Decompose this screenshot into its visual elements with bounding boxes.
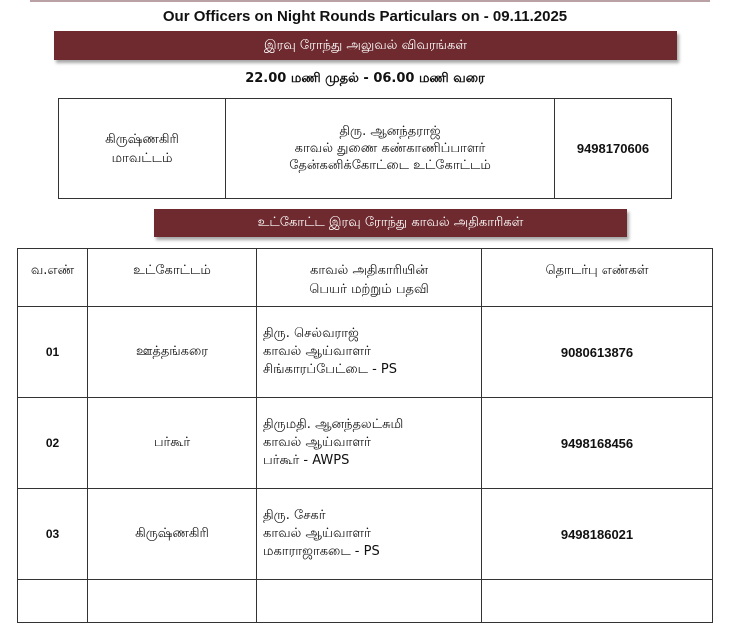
row-subdivision: ஊத்தங்கரை xyxy=(88,307,257,398)
district-officer-rank: காவல் துணை கண்காணிப்பாளர் xyxy=(294,141,486,156)
row-officer xyxy=(257,489,482,580)
row-serial: 01 xyxy=(18,307,88,398)
district-name-line2: மாவட்டம் xyxy=(111,150,173,166)
top-border-line xyxy=(30,0,710,2)
empty-cell xyxy=(18,580,88,623)
row-officer-station: மகாராஜாகடை - PS xyxy=(263,544,380,559)
header-serial: வ.எண் xyxy=(18,249,88,307)
empty-cell xyxy=(88,580,257,623)
row-phone: 9498168456 xyxy=(482,398,713,489)
timing-text: 22.00 மணி முதல் - 06.00 மணி வரை xyxy=(245,71,485,86)
table-row-cut-off xyxy=(18,580,713,623)
header-officer-line2: பெயர் மற்றும் பதவி xyxy=(309,282,429,297)
header-subdivision: உட்கோட்டம் xyxy=(88,249,257,307)
night-rounds-banner: இரவு ரோந்து அலுவல் விவரங்கள் xyxy=(54,31,677,60)
row-phone: 9498186021 xyxy=(482,489,713,580)
district-officer-subdivision: தேன்கனிக்கோட்டை உட்கோட்டம் xyxy=(289,158,491,173)
header-officer-line1: காவல் அதிகாரியின் xyxy=(310,263,428,278)
district-officer-phone: 9498170606 xyxy=(555,99,672,199)
row-officer-name: திரு. செல்வராஜ் xyxy=(263,326,359,341)
table-row xyxy=(18,398,713,489)
empty-cell xyxy=(482,580,713,623)
row-serial: 03 xyxy=(18,489,88,580)
header-contact: தொடர்பு எண்கள் xyxy=(482,249,713,307)
subdivision-officers-banner: உட்கோட்ட இரவு ரோந்து காவல் அதிகாரிகள் xyxy=(154,209,627,237)
row-subdivision: கிருஷ்ணகிரி xyxy=(88,489,257,580)
row-officer-rank: காவல் ஆய்வாளர் xyxy=(263,526,371,541)
row-officer xyxy=(257,307,482,398)
district-officer-table xyxy=(58,98,672,199)
row-officer-name: திருமதி. ஆனந்தலட்சுமி xyxy=(263,417,404,432)
district-name-cell xyxy=(59,99,226,199)
row-serial: 02 xyxy=(18,398,88,489)
empty-cell xyxy=(257,580,482,623)
table-row xyxy=(18,307,713,398)
row-subdivision: பர்கூர் xyxy=(88,398,257,489)
row-officer-name: திரு. சேகர் xyxy=(263,508,326,523)
row-officer-rank: காவல் ஆய்வாளர் xyxy=(263,344,371,359)
row-officer-station: பர்கூர் - AWPS xyxy=(263,453,350,468)
district-officer-cell xyxy=(226,99,555,199)
district-officer-row xyxy=(59,99,672,199)
row-phone: 9080613876 xyxy=(482,307,713,398)
row-officer-rank: காவல் ஆய்வாளர் xyxy=(263,435,371,450)
header-officer xyxy=(257,249,482,307)
page-title: Our Officers on Night Rounds Particulars on - 09.11.2025 xyxy=(162,8,568,25)
district-officer-name: திரு. ஆனந்தராஜ் xyxy=(339,124,441,139)
table-header-row xyxy=(18,249,713,307)
subdivision-officers-table xyxy=(17,248,713,623)
row-officer xyxy=(257,398,482,489)
district-name-line1: கிருஷ்ணகிரி xyxy=(105,131,179,147)
row-officer-station: சிங்காரப்பேட்டை - PS xyxy=(263,362,398,377)
table-row xyxy=(18,489,713,580)
